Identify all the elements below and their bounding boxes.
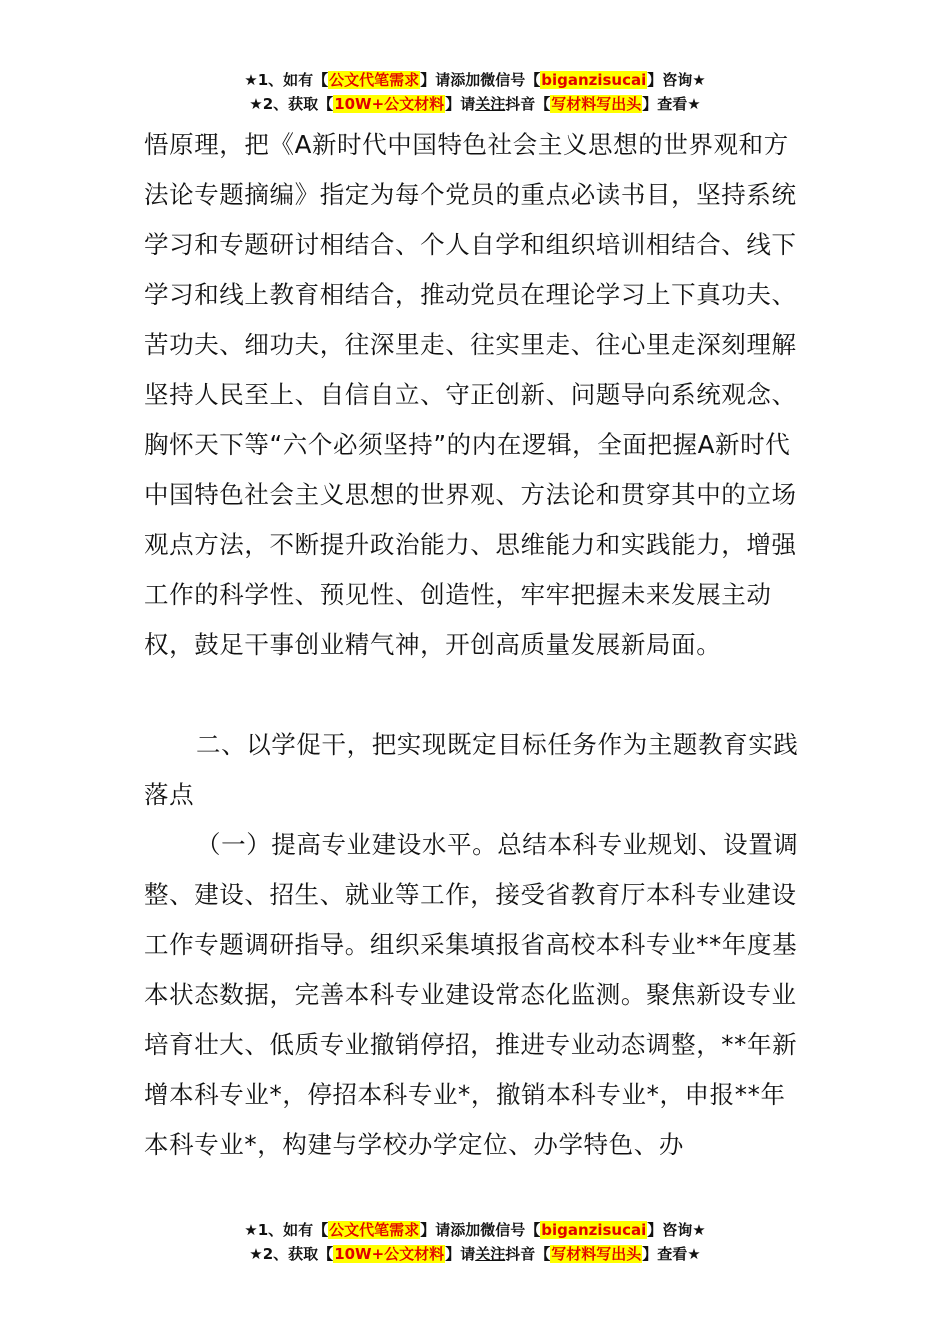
- banner-text: 】请添加微信号【: [420, 1221, 541, 1239]
- underlined-follow: 关注: [475, 1245, 506, 1263]
- banner-text: ★1、如有【: [244, 71, 329, 89]
- footer-banner: [0, 1218, 950, 1266]
- banner-text: 】请: [445, 1245, 476, 1263]
- highlight-douyin: 写材料写出头: [551, 1245, 642, 1263]
- highlight-materials: 10W+公文材料: [334, 95, 445, 113]
- banner-text: ★2、获取【: [249, 1245, 334, 1263]
- highlight-douyin: 写材料写出头: [551, 95, 642, 113]
- banner-text: 抖音【: [505, 95, 551, 113]
- paragraph-2: （一）提高专业建设水平。总结本科专业规划、设置调整、建设、招生、就业等工作，接受省教育厅本科专业建设工作专题调研指导。组织采集填报省高校本科专业**年度基本状态数据，完善本科专业建设常态化监测。聚焦新设专业培育壮大、低质专业撤销停招，推进专业动态调整，**年新增本科专业*，停招本科专业*，撤销本科专业*，申报**年本科专业*，构建与学校办学定位、办学特色、办: [144, 830, 799, 1159]
- banner-text: 】查看★: [642, 95, 701, 113]
- highlight-wechat-id: biganzisucai: [541, 71, 647, 89]
- banner-text: 】请添加微信号【: [420, 71, 541, 89]
- highlight-service: 公文代笔需求: [329, 1221, 420, 1239]
- highlight-service: 公文代笔需求: [329, 71, 420, 89]
- header-banner: [0, 68, 950, 116]
- banner-text: 】查看★: [642, 1245, 701, 1263]
- underlined-follow: 关注: [475, 95, 506, 113]
- document-body: [144, 120, 810, 1170]
- banner-text: 】咨询★: [647, 71, 706, 89]
- highlight-materials: 10W+公文材料: [334, 1245, 445, 1263]
- banner-text: 抖音【: [505, 1245, 551, 1263]
- paragraph-gap: [144, 670, 810, 720]
- banner-text: ★2、获取【: [249, 95, 334, 113]
- paragraph-1: 悟原理，把《A新时代中国特色社会主义思想的世界观和方法论专题摘编》指定为每个党员的重点必读书目，坚持系统学习和专题研讨相结合、个人自学和组织培训相结合、线下学习和线上教育相结合，推动党员在理论学习上下真功夫、苦功夫、细功夫，往深里走、往实里走、往心里走深刻理解坚持人民至上、自信自立、守正创新、问题导向系统观念、胸怀天下等“六个必须坚持”的内在逻辑，全面把握A新时代中国特色社会主义思想的世界观、方法论和贯穿其中的立场观点方法，不断提升政治能力、思维能力和实践能力，增强工作的科学性、预见性、创造性，牢牢把握未来发展主动权，鼓足干事创业精气神，开创高质量发展新局面。: [144, 130, 797, 659]
- banner-line-2: [0, 92, 950, 116]
- section-heading-2: 二、以学促干，把实现既定目标任务作为主题教育实践落点: [144, 730, 799, 809]
- banner-text: 】请: [445, 95, 476, 113]
- banner-line-2: [0, 1242, 950, 1266]
- highlight-wechat-id: biganzisucai: [541, 1221, 647, 1239]
- banner-line-1: [0, 1218, 950, 1242]
- banner-text: ★1、如有【: [244, 1221, 329, 1239]
- banner-line-1: [0, 68, 950, 92]
- banner-text: 】咨询★: [647, 1221, 706, 1239]
